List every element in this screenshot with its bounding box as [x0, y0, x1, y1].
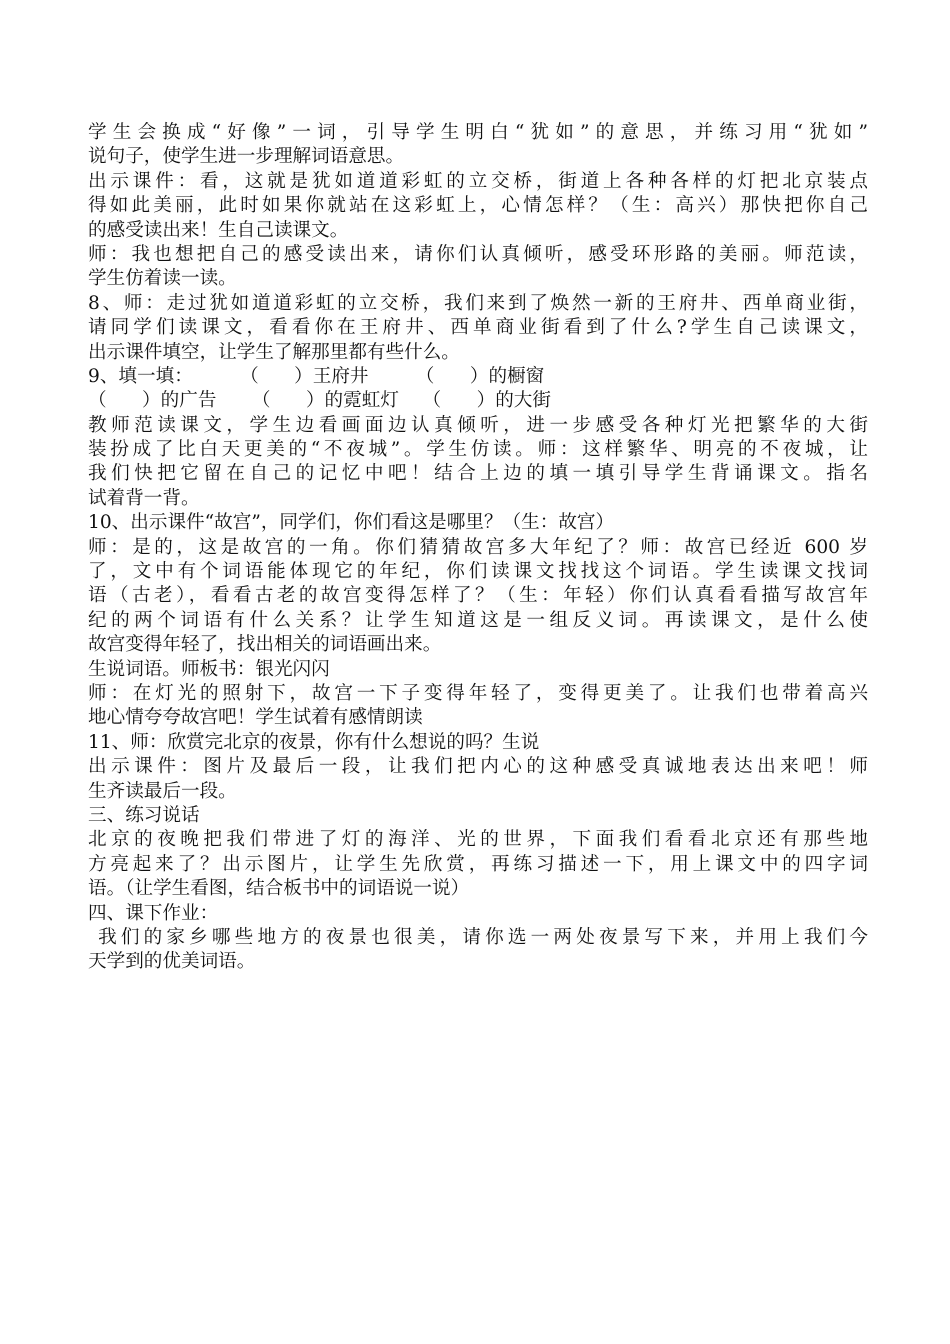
- text-line: 出示课件：看，这就是犹如道道彩虹的立交桥，街道上各种各样的灯把北京装点: [88, 170, 868, 192]
- text-line: 生齐读最后一段。: [88, 780, 237, 802]
- text-line: 学生会换成“好像”一词，引导学生明白“犹如”的意思，并练习用“犹如”: [88, 122, 868, 143]
- document-body: [88, 121, 868, 975]
- text-line: 装扮成了比白天更美的“不夜城”。学生仿读。师：这样繁华、明亮的不夜城，让: [88, 439, 868, 461]
- text-line: 师：是的，这是故宫的一角。你们猜猜故宫多大年纪了？师：故宫已经近 600 岁: [88, 536, 868, 558]
- text-line: 故宫变得年轻了，找出相关的词语画出来。: [88, 634, 442, 656]
- text-line: 出示课件填空，让学生了解那里都有些什么。: [88, 341, 460, 363]
- text-line: 我们快把它留在自己的记忆中吧！结合上边的填一填引导学生背诵课文。指名: [88, 463, 868, 485]
- text-line: 纪的两个词语有什么关系？让学生知道这是一组反义词。再读课文，是什么使: [88, 609, 868, 631]
- text-line: 教师范读课文，学生边看画面边认真倾听，进一步感受各种灯光把繁华的大街: [88, 414, 868, 436]
- text-line: 北京的夜晚把我们带进了灯的海洋、光的世界，下面我们看看北京还有那些地: [88, 829, 868, 851]
- text-line: （ ）的广告 （ ）的霓虹灯 （ ）的大街: [88, 390, 551, 412]
- text-line: 我们的家乡哪些地方的夜景也很美，请你选一两处夜景写下来，并用上我们今: [88, 926, 868, 948]
- text-line: 四、课下作业：: [88, 902, 219, 924]
- text-line: 出示课件：图片及最后一段，让我们把内心的这种感受真诚地表达出来吧！师: [88, 756, 868, 778]
- text-line: 方亮起来了？出示图片，让学生先欣赏，再练习描述一下，用上课文中的四字词: [88, 853, 868, 875]
- text-line: 语（古老），看看古老的故宫变得怎样了？（生：年轻）你们认真看看描写故宫年: [88, 585, 868, 607]
- text-line: 的感受读出来！生自己读课文。: [88, 219, 349, 241]
- text-line: 地心情夸夸故宫吧！学生试着有感情朗读: [88, 707, 423, 729]
- text-line: 生说词语。师板书：银光闪闪: [88, 658, 330, 680]
- text-line: 天学到的优美词语。: [88, 951, 256, 973]
- text-line: 说句子，使学生进一步理解词语意思。: [88, 146, 405, 168]
- text-line: 得如此美丽，此时如果你就站在这彩虹上，心情怎样？（生：高兴）那快把你自己: [88, 195, 868, 217]
- text-line: 三、练习说话: [88, 804, 200, 826]
- text-line: 11、师：欣赏完北京的夜景，你有什么想说的吗？生说: [88, 731, 540, 753]
- text-line: 试着背一背。: [88, 487, 200, 509]
- text-line: 10、出示课件“故宫”，同学们，你们看这是哪里？（生：故宫）: [88, 512, 615, 534]
- text-line: 9、填一填： （ ）王府井 （ ）的橱窗: [88, 365, 545, 387]
- text-line: 师：我也想把自己的感受读出来，请你们认真倾听，感受环形路的美丽。师范读，: [88, 243, 868, 265]
- text-line: 学生仿着读一读。: [88, 268, 237, 290]
- text-line: 请同学们读课文，看看你在王府井、西单商业街看到了什么?学生自己读课文，: [88, 317, 868, 339]
- text-line: 了，文中有个词语能体现它的年纪，你们读课文找找这个词语。学生读课文找词: [88, 561, 868, 583]
- text-line: 师：在灯光的照射下，故宫一下子变得年轻了，变得更美了。让我们也带着高兴: [88, 682, 868, 704]
- text-line: 8、师：走过犹如道道彩虹的立交桥，我们来到了焕然一新的王府井、西单商业街，: [88, 292, 868, 314]
- text-line: 语。（让学生看图，结合板书中的词语说一说）: [88, 878, 470, 900]
